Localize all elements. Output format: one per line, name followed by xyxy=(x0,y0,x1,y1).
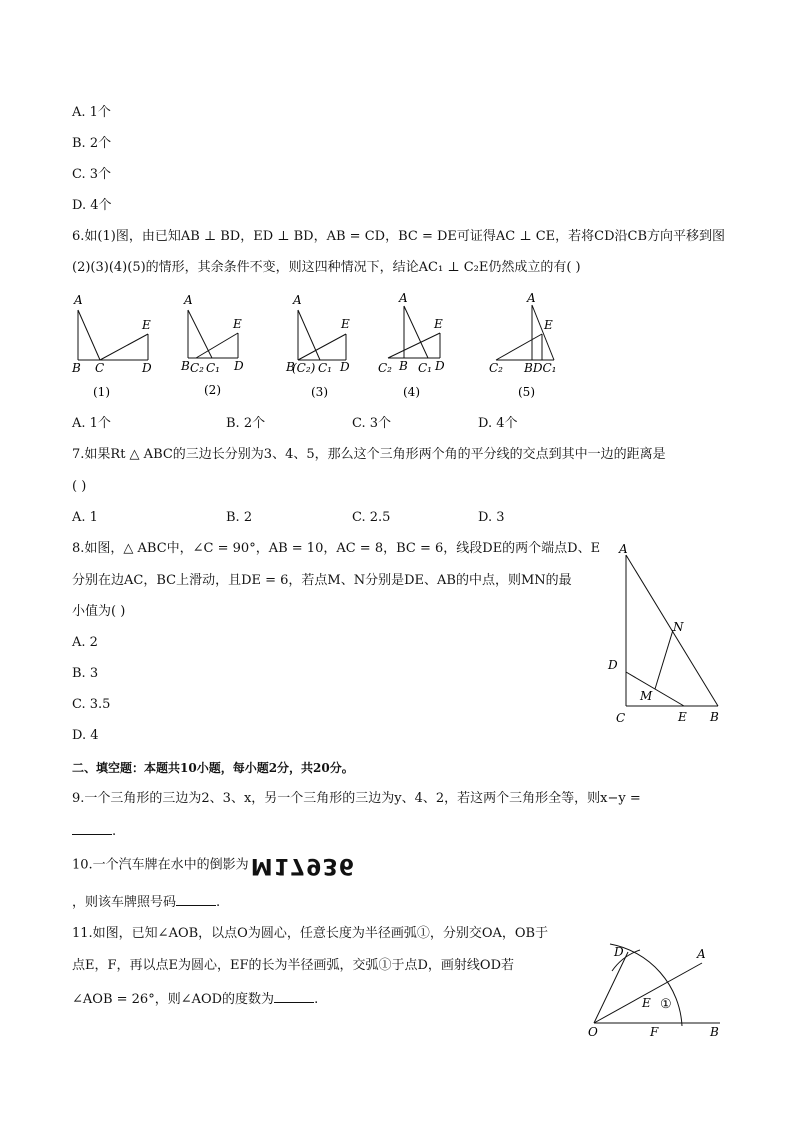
q7-option-c: C. 2.5 xyxy=(352,510,391,525)
q11-label-d: D xyxy=(614,945,624,959)
q6-fig2-label-c1: C₁ xyxy=(206,361,220,375)
q5-option-a: A. 1个 xyxy=(72,105,111,120)
q10-period: . xyxy=(216,895,221,910)
q11-label-f: F xyxy=(650,1025,659,1039)
q8-label-c: C xyxy=(616,711,626,725)
q7-option-a: A. 1 xyxy=(72,510,98,525)
q6-fig3-label-a: A xyxy=(293,293,302,307)
q5-option-d: D. 4个 xyxy=(72,198,112,213)
q5-option-c: C. 3个 xyxy=(72,167,112,182)
q6-option-a: A. 1个 xyxy=(72,416,111,431)
q7-text-line2: ( ) xyxy=(72,479,87,494)
q11-label-o: O xyxy=(588,1025,598,1039)
q6-fig5-label-a: A xyxy=(527,291,536,305)
q6-fig5-caption: (5) xyxy=(518,385,535,399)
q6-fig4-label-c2: C₂ xyxy=(378,361,392,375)
q6-fig1-label-c: C xyxy=(95,361,105,375)
q6-fig5-label-bdc1: BDC₁ xyxy=(524,361,557,375)
q8-label-m: M xyxy=(640,689,653,703)
section2-heading: 二、填空题：本题共10小题，每小题2分，共20分。 xyxy=(72,761,354,775)
q6-fig1-caption: (1) xyxy=(93,385,110,399)
q6-option-b: B. 2个 xyxy=(226,416,266,431)
q6-fig4-label-e: E xyxy=(434,317,443,331)
q6-fig2-label-c2: C₂ xyxy=(190,361,204,375)
q6-text-line2: (2)(3)(4)(5)的情形，其余条件不变，则这四种情况下，结论AC₁ ⊥ C₂E仍然成立的有( ) xyxy=(72,260,581,275)
q8-option-c: C. 3.5 xyxy=(72,697,111,712)
q6-fig1-label-b: B xyxy=(72,361,81,375)
q11-label-a: A xyxy=(697,947,706,961)
q6-fig3-caption: (3) xyxy=(311,385,328,399)
q7-option-b: B. 2 xyxy=(226,510,253,525)
q8-label-a: A xyxy=(619,542,628,556)
q6-fig2-label-b: B xyxy=(181,359,190,373)
q6-fig1-label-d: D xyxy=(142,361,152,375)
q8-label-d: D xyxy=(608,658,618,672)
q6-option-c: C. 3个 xyxy=(352,416,392,431)
q8-label-n: N xyxy=(673,620,684,634)
q11-period: . xyxy=(314,992,319,1007)
q11-text-line1: 11.如图，已知∠AOB，以点O为圆心，任意长度为半径画弧①，分别交OA，OB于 xyxy=(72,926,549,941)
q6-fig3-label-d: D xyxy=(340,360,350,374)
q11-label-arc: ① xyxy=(660,997,672,1012)
q8-label-e: E xyxy=(678,710,687,724)
q6-fig4-label-a: A xyxy=(399,291,408,305)
q8-text-line3: 小值为( ) xyxy=(72,604,126,619)
q8-option-a: A. 2 xyxy=(72,635,98,650)
q6-fig5-label-c2: C₂ xyxy=(489,361,503,375)
q8-option-b: B. 3 xyxy=(72,666,99,681)
q6-fig4-label-d: D xyxy=(435,359,445,373)
q6-fig3-label-c2: (C₂) xyxy=(292,361,316,375)
q6-fig1-label-e: E xyxy=(142,318,151,332)
q10-text: 10.一个汽车牌在水中的倒影为 xyxy=(72,857,249,873)
q6-fig3-label-c1: C₁ xyxy=(318,361,332,375)
q11-text3: ∠AOB = 26°，则∠AOD的度数为 xyxy=(72,992,275,1007)
q6-fig2-label-d: D xyxy=(234,359,244,373)
q6-fig1-label-a: A xyxy=(74,293,83,307)
q9-text-line1: 9.一个三角形的三边为2、3、x，另一个三角形的三边为y、4、2，若这两个三角形全等，则x−y = xyxy=(72,791,641,806)
q5-option-b: B. 2个 xyxy=(72,136,112,151)
q8-option-d: D. 4 xyxy=(72,728,99,743)
q11-label-b: B xyxy=(710,1025,719,1039)
q8-text-line1: 8.如图，△ ABC中，∠C = 90°，AB = 10，AC = 8，BC = 6，线段DE的两个端点D、E xyxy=(72,541,601,556)
q6-fig2-label-a: A xyxy=(184,293,193,307)
q7-text-line1: 7.如果Rt △ ABC的三边长分别为3、4、5，那么这个三角形两个角的平分线的交点到其中一边的距离是 xyxy=(72,447,666,462)
q10-text2: ，则该车牌照号码 xyxy=(72,895,177,910)
q8-text-line2: 分别在边AC，BC上滑动，且DE = 6，若点M、N分别是DE、AB的中点，则MN的最 xyxy=(72,573,572,588)
q6-fig2-caption: (2) xyxy=(204,383,221,397)
q6-fig4-label-b: B xyxy=(399,359,408,373)
q6-fig4-label-c1: C₁ xyxy=(418,361,432,375)
q6-text-line1: 6.如(1)图，由已知AB ⊥ BD，ED ⊥ BD，AB = CD，BC = DE可证得AC ⊥ CE，若将CD沿CB方向平移到图 xyxy=(72,229,726,244)
q6-fig2-label-e: E xyxy=(233,317,242,331)
q6-option-d: D. 4个 xyxy=(478,416,518,431)
q8-label-b: B xyxy=(710,710,719,724)
q6-fig5-label-e: E xyxy=(544,318,553,332)
q6-fig4-caption: (4) xyxy=(403,385,420,399)
q6-fig3-label-b: B xyxy=(286,360,295,374)
q10-reflected-plate: M17936 xyxy=(250,853,356,878)
q11-label-e: E xyxy=(642,996,651,1010)
q9-period: . xyxy=(112,824,117,839)
q6-fig3-label-e: E xyxy=(341,317,350,331)
q7-option-d: D. 3 xyxy=(478,510,505,525)
q11-text-line2: 点E，F，再以点E为圆心，EF的长为半径画弧，交弧①于点D，画射线OD若 xyxy=(72,958,515,973)
